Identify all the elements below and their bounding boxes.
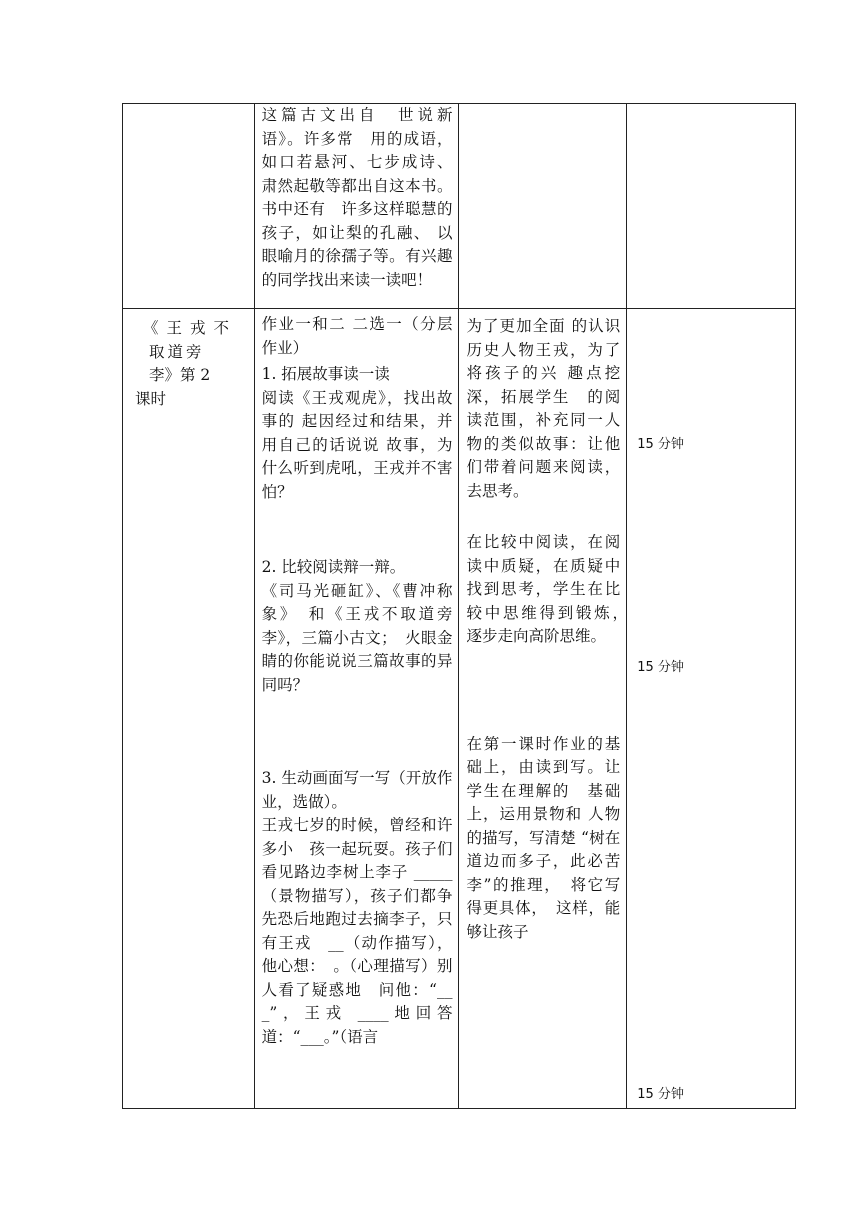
lesson-line: 课时: [135, 389, 167, 408]
lesson-title: [123, 309, 254, 411]
task1-title: 1. 拓展故事读一读: [261, 365, 390, 383]
purpose3-text: 在第一课时作业的基础上，由读到写。让学生在理解的 基础上，运用景物和 人物的描写，写清楚 “树在道边而多子，此必苦李”的推理， 将它写得更具体， 这样，能够让孩子: [466, 734, 621, 941]
lesson-cell-empty: [123, 104, 255, 309]
purpose-cell: [459, 309, 636, 1109]
lesson-line: 《王戎不: [143, 319, 238, 337]
lesson-line: 李》第 2: [149, 366, 211, 384]
content-cell: [254, 309, 459, 1109]
lesson-cell: [123, 309, 255, 1109]
assignment-intro: 作业一和二 二选一（分层作业）: [261, 315, 453, 357]
homework-table: [122, 103, 796, 1109]
time-label: 15 分钟: [637, 437, 684, 452]
content-cell: [254, 104, 459, 309]
table-row: [123, 309, 796, 1109]
task1-body: 阅读《王戎观虎》，找出故事的 起因经过和结果，并用自己的话说说 故事，为什么听到虎吼，王戎并不害 怕？: [261, 388, 453, 501]
purpose1-text: 为了更加全面 的认识历史人物王戎，为了将孩子的兴 趣点挖深，拓展学生 的阅读范围，补充同一人物的类似故事：让他们带着问题来阅读，去思考。: [466, 317, 621, 500]
purpose2-text: 在比较中阅读，在阅读中质疑，在质疑中找到思考，学生在比较中思维得到锻炼， 逐步走向高阶思维。: [466, 533, 636, 645]
lesson-line: 取道旁: [149, 342, 205, 361]
classic-intro-text: 这篇古文出自 世说新语》。许多常 用的成语，如口若悬河、七步成诗、 肃然起敬等都出自这本书。书中还有 许多这样聪慧的孩子，如让梨的孔融、 以眼喻月的徐孺子等。有兴趣的同学找出来读一读吧！: [261, 106, 453, 289]
time-cell-empty: [627, 104, 796, 309]
table-row: [123, 104, 796, 309]
time-label: 15 分钟: [637, 1087, 684, 1102]
time-label: 15 分钟: [637, 660, 684, 675]
purpose-cell-empty: [459, 104, 627, 309]
time-cell: [627, 309, 796, 1109]
task2-title: 2. 比较阅读辩一辩。: [261, 558, 406, 576]
task3-title: 3. 生动画面写一写（开放作业，选做）。: [261, 769, 453, 811]
task2-body: 《司马光砸缸》、《曹冲称象》 和《王戎不取道旁李》，三篇小古文； 火眼金睛的你能说说三篇故事的异同吗？: [261, 581, 453, 694]
task3-body: 王戎七岁的时候，曾经和许多小 孩一起玩耍。孩子们看见路边李树上李子 _____（景物描写），孩子们都争先恐后地跑过去摘李子，只有王戎 __（动作描写），他心想： 。（心理描写）别人看了疑惑地 问他：“___”，王戎 ____地回答道：“___。”（语言: [261, 816, 453, 1046]
